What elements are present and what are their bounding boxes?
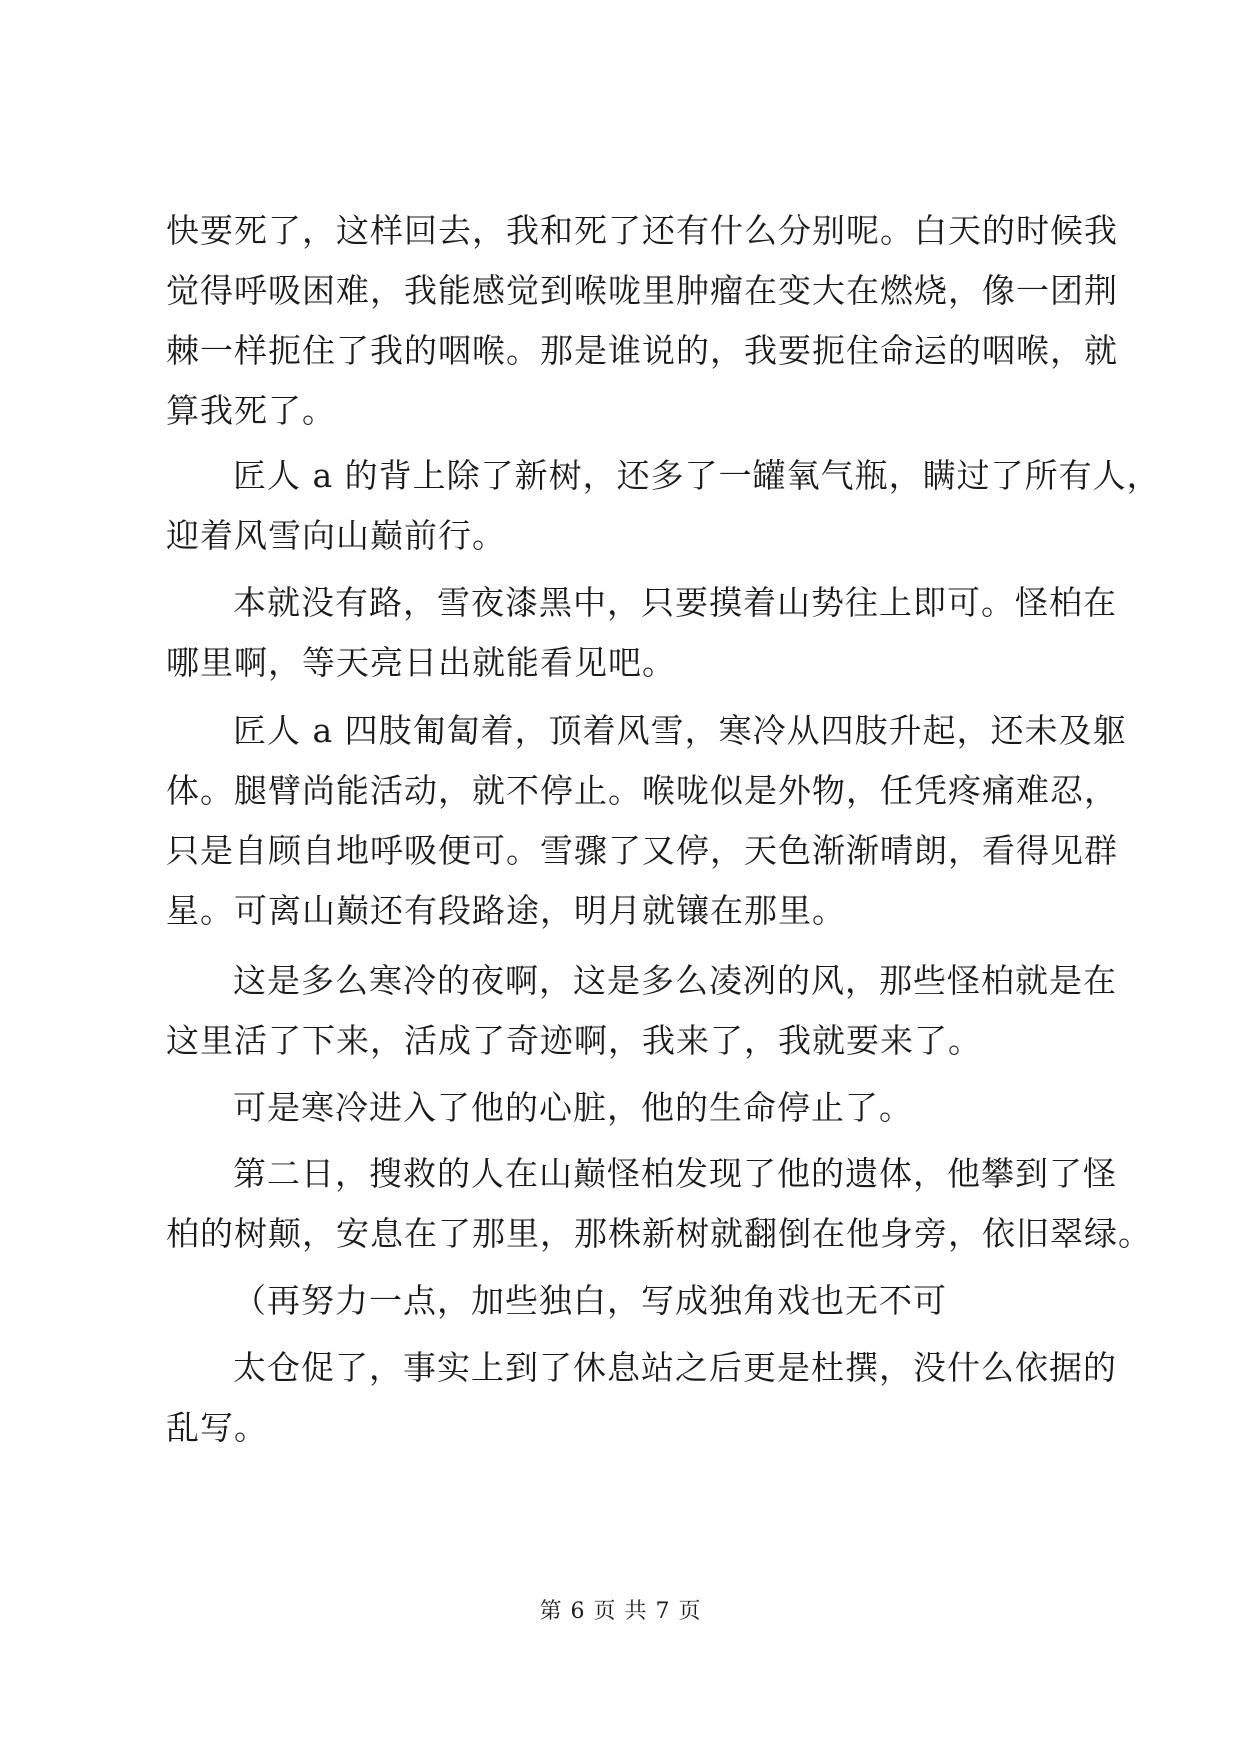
text-line: 只是自顾自地呼吸便可。雪骤了又停，天色渐渐晴朗，看得见群 (166, 831, 1118, 870)
text-line: 这是多么寒冷的夜啊，这是多么凌冽的风，那些怪柏就是在 (233, 961, 1117, 1000)
text-line: 哪里啊，等天亮日出就能看见吧。 (166, 643, 676, 682)
text-line: （再努力一点，加些独白，写成独角戏也无不可 (233, 1281, 947, 1320)
text-line: 算我死了。 (166, 391, 336, 430)
text-line: 可是寒冷进入了他的心脏，他的生命停止了。 (233, 1088, 913, 1127)
text-line: 迎着风雪向山巅前行。 (166, 516, 506, 555)
text-line: 觉得呼吸困难，我能感觉到喉咙里肿瘤在变大在燃烧，像一团荆 (166, 271, 1118, 310)
text-line: 匠人 a 四肢匍匐着，顶着风雪，寒冷从四肢升起，还未及躯 (233, 711, 1127, 750)
text-line: 匠人 a 的背上除了新树，还多了一罐氧气瓶，瞒过了所有人， (233, 456, 1161, 495)
text-line: 快要死了，这样回去，我和死了还有什么分别呢。白天的时候我 (166, 211, 1118, 250)
text-line: 本就没有路，雪夜漆黑中，只要摸着山势往上即可。怪柏在 (233, 583, 1117, 622)
text-line: 乱写。 (166, 1408, 268, 1447)
text-line: 这里活了下来，活成了奇迹啊，我来了，我就要来了。 (166, 1021, 982, 1060)
text-line: 体。腿臂尚能活动，就不停止。喉咙似是外物，任凭疼痛难忍， (166, 771, 1118, 810)
page-number-footer: 第 6 页 共 7 页 (539, 1599, 702, 1624)
text-line: 柏的树颠，安息在了那里，那株新树就翻倒在他身旁，依旧翠绿。 (166, 1214, 1152, 1253)
text-line: 星。可离山巅还有段路途，明月就镶在那里。 (166, 891, 846, 930)
text-line: 棘一样扼住了我的咽喉。那是谁说的，我要扼住命运的咽喉，就 (166, 331, 1118, 370)
text-line: 第二日，搜救的人在山巅怪柏发现了他的遗体，他攀到了怪 (233, 1154, 1117, 1193)
text-line: 太仓促了，事实上到了休息站之后更是杜撰，没什么依据的 (233, 1348, 1117, 1387)
